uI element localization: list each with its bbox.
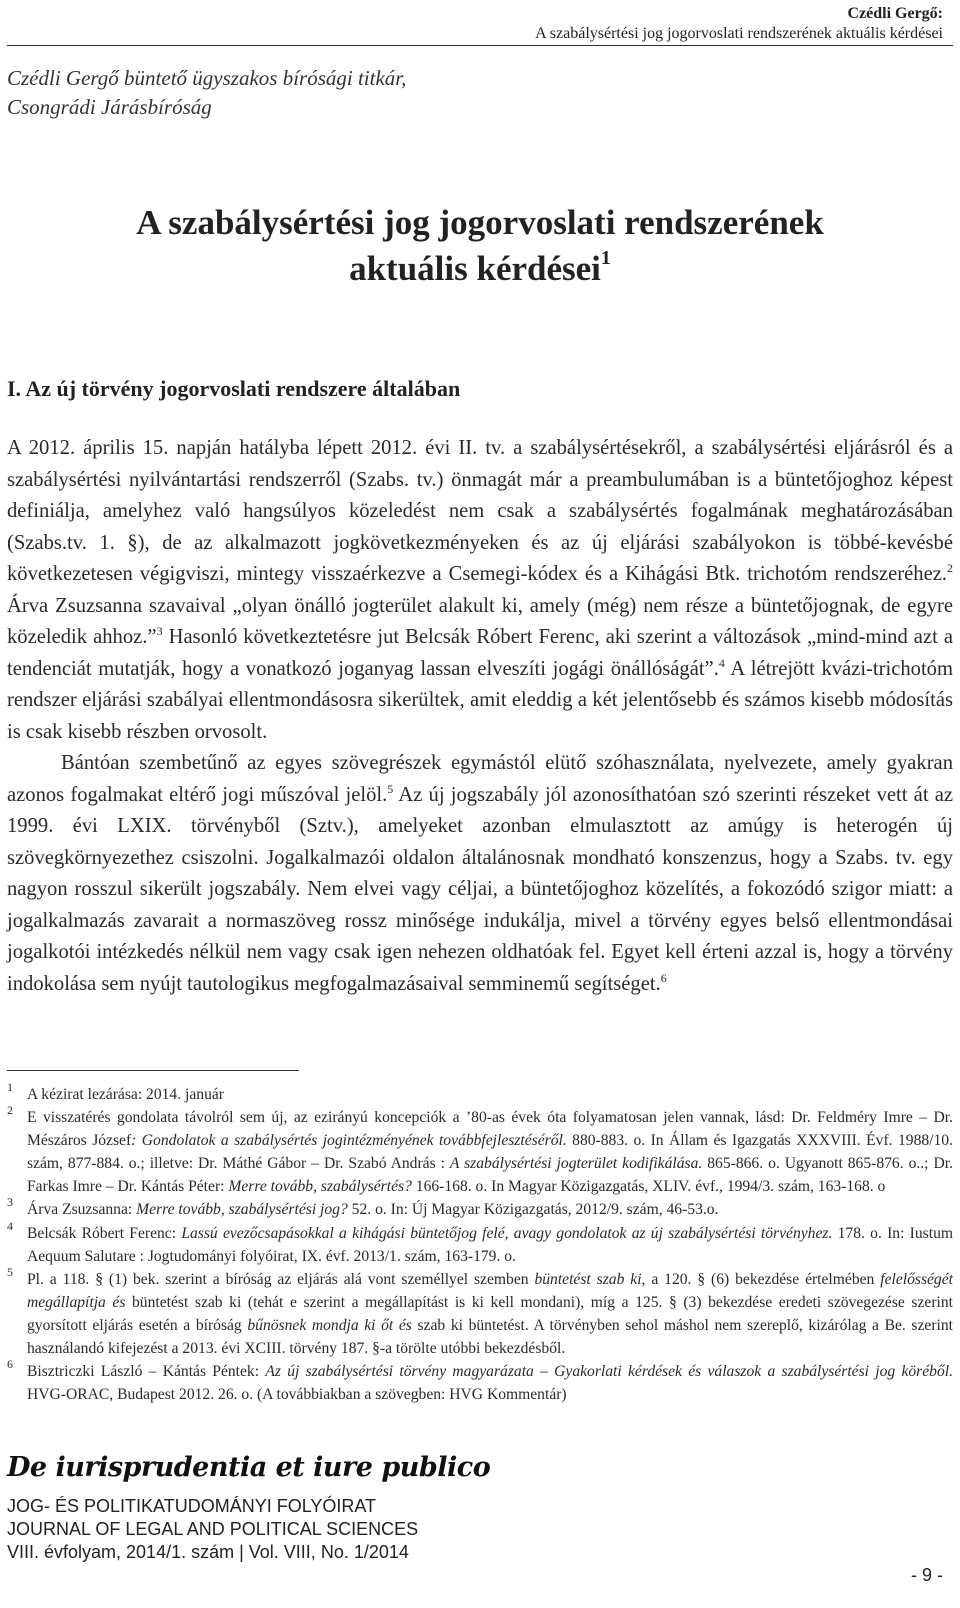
footnote-6-text-a: Bisztriczki László – Kántás Péntek: [27,1363,266,1381]
footnote-ref-3[interactable]: 3 [156,624,163,638]
footnote-ref-5[interactable]: 5 [387,781,394,796]
footnote-ref-6[interactable]: 6 [660,970,667,985]
footnote-2-text-a: E visszatérés gondolata távolról sem új, az ezirányú koncepciók a ’80-as évek óta folyamatosan jelen vannak, lásd: Dr. Feldméry Imre – Dr. Mészáros József [27,1109,953,1150]
journal-footer [7,1495,418,1564]
footnote-2-text-d: 166-168. o. In Magyar Közigazgatás, XLIV. évf., 1994/3. szám, 163-168. o [411,1178,886,1196]
body-text [7,433,953,1000]
paragraph-1-text-d: A létrejött kvázi-trichotóm rendszer eljárási szabályai ellentmondásosra sikerültek, amit eleddig a két jelentősebb és számos kisebb módosítás is csak kisebb részben orvosolt. [7,657,953,743]
journal-logo-text: De iurisprudentia et iure publico [7,1452,491,1483]
footnote-4 [7,1218,953,1268]
footnote-ref-4[interactable]: 4 [718,655,725,670]
header-title: A szabálysértési jog jogorvoslati rendszerének aktuális kérdései [535,25,943,42]
footnote-3-text-a: Árva Zsuzsanna: [27,1201,137,1219]
footnote-2-number: 2 [7,1103,13,1118]
footer-line-3: VIII. évfolyam, 2014/1. szám | Vol. VIII, No. 1/2014 [7,1542,409,1562]
paragraph-1-text-b: Árva Zsuzsanna szavaival „olyan önálló jogterület alakult ki, amely (még) nem része a büntetőjognak, de egyre közeledik ahhoz.” [7,594,953,648]
page-number: - 9 - [910,1565,943,1585]
title-line-2 [0,246,960,292]
footnote-3-number: 3 [7,1195,13,1210]
header-rule [7,45,953,46]
paragraph-1-text-c: Hasonló következtetésre jut Belcsák Róbert Ferenc, aki szerint a változások „mind-mind azt a tendenciát mutatják, hogy a vonatkozó joganyag lassan elveszíti jogági önállóságát”. [7,626,953,680]
author-affiliation [7,64,406,122]
footnote-4-number: 4 [7,1218,13,1233]
footnote-4-text-a: Belcsák Róbert Ferenc: [27,1224,182,1242]
paragraph-2-text-b: Az új jogszabály jól azonosíthatóan szó szerinti részeket vett át az 1999. évi LXIX. törvényből (Sztv.), amelyeket azonban elmulasztott az amúgy is heterogén új szövegkörnyezethez csiszolni. Jogalkalmazói oldalon általánosnak mondható konszenzus, hogy a Szabs. tv. egy nagyon rosszul sikerült jogszabály. Nem elvei vagy céljai, a büntetőjoghoz közelítés, a fokozódó szigor miatt: a jogalkalmazás zavarait a normaszöveg rossz minősége indukálja, mivel a törvény egyes belső ellentmondásai jogalkotói intézkedés nélkül nem vagy csak igen nehezen oldhatóak fel. Egyet kell érteni azzal is, hogy a törvény indokolása sem nyújt tautologikus megfogalmazásaival semminemű segítséget. [7,783,953,995]
title-line-2-text: aktuális kérdései [349,249,601,288]
footnote-2 [7,1103,954,1198]
footnotes [7,1080,954,1406]
footnote-6-text-b: HVG-ORAC, Budapest 2012. 26. o. (A továbbiakban a szövegben: HVG Kommentár) [27,1386,567,1404]
footnote-5-italic-1: büntetést szab ki [534,1270,642,1288]
article-title [0,200,960,292]
footnote-5-italic-2: felelősségét megállapítja és [27,1270,953,1311]
author-line-2: Csongrádi Járásbíróság [7,95,212,119]
paragraph-1 [7,433,953,748]
footnote-5-text-b: , a 120. § (6) bekezdése értelmében [641,1270,881,1288]
footer-line-1: JOG- ÉS POLITIKATUDOMÁNYI FOLYÓIRAT [7,1496,377,1516]
paragraph-2 [7,748,953,1000]
header-author: Czédli Gergő: [847,5,943,22]
footnote-ref-2[interactable]: 2 [947,561,953,575]
title-footnote-ref[interactable]: 1 [600,247,611,269]
footnote-5-italic-3: bűnösnek mondja ki őt és [247,1316,412,1334]
footnote-5 [7,1264,953,1360]
footnote-2-italic-3: Merre tovább, szabálysértés? [228,1178,412,1196]
footnote-5-text-a: Pl. a 118. § (1) bek. szerint a bíróság az eljárás alá vont személlyel szemben [27,1270,535,1288]
section-heading: I. Az új törvény jogorvoslati rendszere általában [7,376,461,401]
footnote-2-text-c: 865-866. o. Ugyanott 865-876. o..; Dr. Farkas Imre – Dr. Kántás Péter: [27,1155,953,1196]
author-line-1: Czédli Gergő büntető ügyszakos bírósági titkár, [7,66,407,90]
footnote-5-text-c: büntetést szab ki (tehát e szerint a megállapítást is ki kell mondani), míg a 125. § (3) bekezdése eredeti szövegezése szerint gyorsított eljárás esetén a bíróság [27,1293,953,1334]
paragraph-1-text-a: A 2012. április 15. napján hatályba lépett 2012. évi II. tv. a szabálysértésekről, a szabálysértési eljárásról és a szabálysértési nyilvántartási rendszerről (Szabs. tv.) önmagát már a preambulumában is a büntetőjoghoz képest definiálja, amelyhez való hangsúlyos közeledést nem csak a szabálysértés fogalmának meghatározásában (Szabs.tv. 1. §), de az alkalmazott jogkövetkezményeken és az új eljárási szabályokon is többé-kevésbé következetesen végigviszi, mintegy visszaérkezve a Csemegi-kódex és a Kihágási Btk. trichotóm rendszeréhez. [7,437,953,585]
footnote-2-italic-1: : Gondolatok a szabálysértés jogintézményének továbbfejlesztéséről. [131,1132,567,1150]
footnote-2-text-b: 880-883. o. In Állam és Igazgatás XXXVIII. Évf. 1988/10. szám, 877-884. o.; illetve: Dr. Máthé Gábor – Dr. Szabó András : [27,1132,954,1173]
footnote-1-number: 1 [7,1080,13,1094]
footnote-4-italic-1: Lassú evezőcsapásokkal a kihágási büntetőjog felé, avagy gondolatok az új szabálysértési törvényhez. [181,1224,833,1242]
running-header [535,4,943,44]
footnote-3-italic-1: Merre tovább, szabálysértési jog? [136,1201,348,1219]
title-line-1: A szabálysértési jog jogorvoslati rendszerének [136,203,824,242]
footnote-3 [7,1195,953,1221]
footnote-5-number: 5 [7,1264,13,1279]
footnote-rule [7,1070,299,1071]
paragraph-2-text-a: Bántóan szembetűnő az egyes szövegrészek egymástól elütő szóhasználata, nyelvezete, amely gyakran azonos fogalmakat eltérő jogi műszóval jelöl. [7,752,953,806]
footnote-6-italic-1: Az új szabálysértési törvény magyarázata – Gyakorlati kérdések és válaszok a szabálysértési jog köréből. [265,1363,953,1381]
footnote-3-text-b: 52. o. In: Új Magyar Közigazgatás, 2012/9. szám, 46-53.o. [347,1201,719,1219]
footnote-6 [7,1357,953,1406]
footnote-6-number: 6 [7,1357,13,1372]
footnote-1-text: A kézirat lezárása: 2014. január [27,1086,224,1103]
footer-line-2: JOURNAL OF LEGAL AND POLITICAL SCIENCES [7,1519,419,1539]
footnote-4-text-b: 178. o. In: Iustum Aequum Salutare : Jogtudományi folyóirat, IX. évf. 2013/1. szám, 163-179. o. [27,1224,953,1265]
footnote-5-text-d: szab ki büntetést. A törvényben sehol máshol nem szereplő, kizárólag a Be. szerint használandó kifejezést a 2013. évi XCIII. törvény 187. §-a törölte utóbbi bekezdésből. [27,1316,953,1358]
footnote-2-italic-2: A szabálysértési jogterület kodifikálása. [449,1155,703,1173]
footnote-1 [7,1080,953,1106]
